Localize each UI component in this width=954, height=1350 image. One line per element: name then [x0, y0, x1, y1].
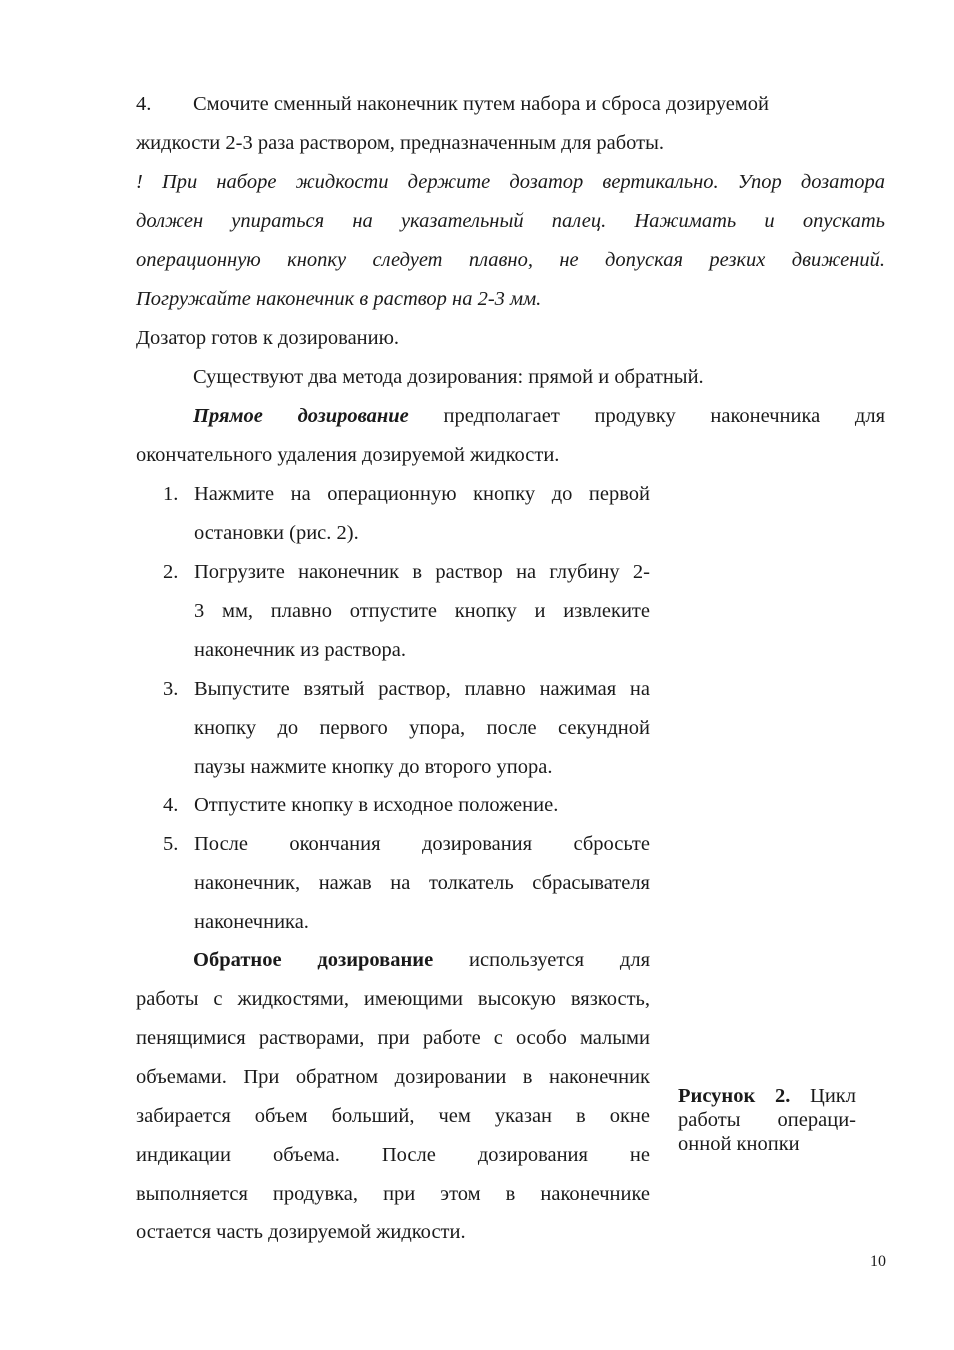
methods-text: Существуют два метода дозирования: прямой и обратный.	[193, 366, 704, 388]
reverse-term: Обратное дозирование	[193, 949, 434, 971]
figure-caption	[678, 1084, 856, 1156]
direct-line1	[136, 397, 885, 436]
reverse-line: работы с жидкостями, имеющими высокую вязкость,	[136, 988, 650, 1010]
reverse-line1	[136, 941, 650, 980]
list-number: 5.	[163, 833, 179, 855]
list-item-text: После окончания дозирования сбросьте	[194, 833, 650, 855]
list-item-text: паузы нажмите кнопку до второго упора.	[194, 756, 553, 778]
caption-text: Цикл работы операци-онной кнопки	[678, 1085, 856, 1155]
list-number: 3.	[163, 678, 179, 700]
list-number: 4.	[163, 794, 179, 816]
list-item-text: наконечника.	[194, 911, 309, 933]
step4-line1	[136, 85, 885, 124]
reverse-line: объемами. При обратном дозировании в наконечник	[136, 1066, 650, 1088]
list-item-text: Выпустите взятый раствор, плавно нажимая на	[194, 678, 650, 700]
reverse-rest: используется для	[469, 949, 651, 971]
reverse-line: забирается объем больший, чем указан в окне	[136, 1105, 650, 1127]
ready-text: Дозатор готов к дозированию.	[136, 327, 400, 349]
note-line1: ! При наборе жидкости держите дозатор вертикально. Упор дозатора	[136, 171, 885, 193]
reverse-line: остается часть дозируемой жидкости.	[136, 1221, 466, 1243]
reverse-line: пенящимися растворами, при работе с особо малыми	[136, 1027, 650, 1049]
list-item-text: Погрузите наконечник в раствор на глубину 2-	[194, 561, 650, 583]
note-line3: операционную кнопку следует плавно, не допуская резких движений.	[136, 249, 885, 271]
list-number: 2.	[163, 561, 179, 583]
list-item-text: кнопку до первого упора, после секундной	[194, 717, 650, 739]
step4-text: Смочите сменный наконечник путем набора и сброса дозируемой	[193, 93, 770, 115]
direct-line2: окончательного удаления дозируемой жидкости.	[136, 444, 560, 466]
step4-number: 4.	[136, 93, 152, 115]
list-item-text: Нажмите на операционную кнопку до первой	[194, 483, 650, 505]
reverse-line: выполняется продувка, при этом в наконечнике	[136, 1183, 650, 1205]
list-item-text: наконечник, нажав на толкатель сбрасывателя	[194, 872, 650, 894]
direct-term: Прямое дозирование	[193, 405, 409, 427]
caption-label: Рисунок 2.	[678, 1085, 791, 1107]
list-item-text: остановки (рис. 2).	[194, 522, 359, 544]
direct-rest: предполагает продувку наконечника для	[443, 405, 886, 427]
page-number: 10	[870, 1253, 886, 1270]
step4-line2: жидкости 2-3 раза раствором, предназначенным для работы.	[136, 132, 664, 154]
note-line2: должен упираться на указательный палец. Нажимать и опускать	[136, 210, 885, 232]
list-item-text: Отпустите кнопку в исходное положение.	[194, 794, 559, 816]
list-item-text: 3 мм, плавно отпустите кнопку и извлеките	[194, 600, 650, 622]
list-item-text: наконечник из раствора.	[194, 639, 406, 661]
list-number: 1.	[163, 483, 179, 505]
reverse-line: индикации объема. После дозирования не	[136, 1144, 650, 1166]
note-line4: Погружайте наконечник в раствор на 2-3 мм.	[136, 288, 542, 310]
